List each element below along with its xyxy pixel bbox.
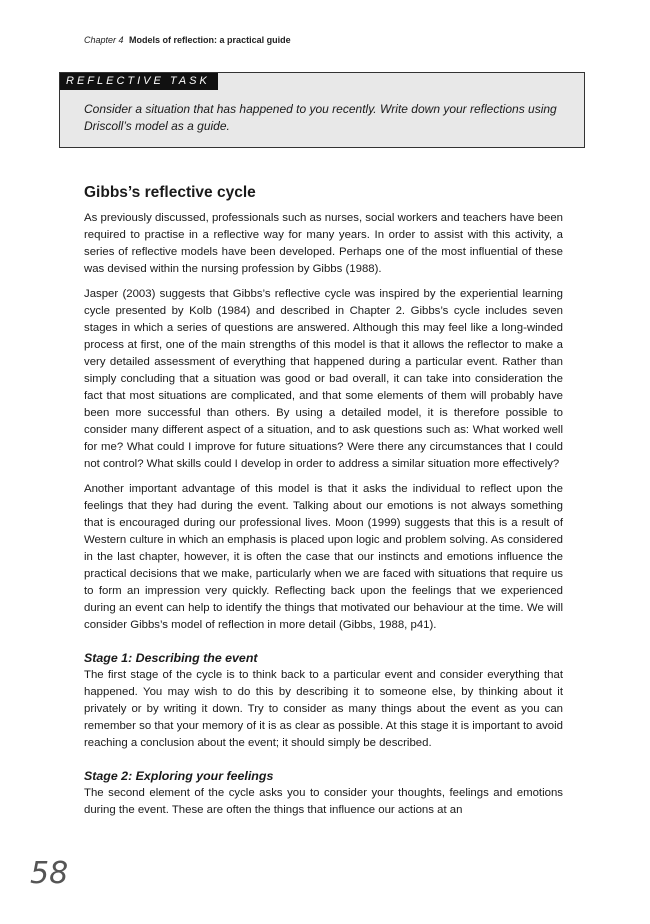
- paragraph: Jasper (2003) suggests that Gibbs’s reflective cycle was inspired by the experiential learning cycle presented by Kolb (1984) and described in Chapter 2. Gibbs’s cycle includes seven stages in which a series of questions are answered. Although this may feel like a long-winded process at first, one of the main strengths of this model is that it allows the reflector to make a very detailed assessment of everything that happened during a particular event. Rather than simply concluding that a situation was good or bad overall, it can take into consideration the fact that most situations are complicated, and that some elements of them will probably have been more successful than others. By using a detailed model, it is therefore possible to consider many different aspect of a situation, and to ask questions such as: What worked well for me? What could I improve for future situations? Were there any circumstances that I could not control? What skills could I develop in order to address a similar situation more effectively?: [84, 288, 563, 470]
- main-content: [84, 183, 563, 827]
- reflective-task-text: Consider a situation that has happened to you recently. Write down your reflections using Driscoll’s model as a guide.: [84, 102, 557, 133]
- stage-2-text: The second element of the cycle asks you to consider your thoughts, feelings and emotions during the event. These are often the things that influence our actions at an: [84, 787, 563, 816]
- stage-1-text: The first stage of the cycle is to think back to a particular event and consider everything that happened. You may wish to do this by describing it to someone else, by thinking about it privately or by writing it down. Try to consider as many things about the event as you can remember so that your memory of it is as clear as possible. At this stage it is important to avoid reaching a conclusion about the event; it should simply be described.: [84, 669, 563, 749]
- stage-2-heading: Stage 2: Exploring your feelings: [84, 769, 274, 783]
- chapter-number: Chapter 4: [84, 35, 124, 45]
- reflective-task-label: REFLECTIVE TASK: [60, 73, 218, 90]
- reflective-task-box: [59, 72, 585, 148]
- chapter-title: Models of reflection: a practical guide: [129, 35, 291, 45]
- page-number: 58: [30, 856, 69, 891]
- stage-1-heading: Stage 1: Describing the event: [84, 651, 258, 665]
- section-heading: Gibbs’s reflective cycle: [84, 184, 256, 201]
- paragraph: Another important advantage of this model is that it asks the individual to reflect upon the feelings that they had during the event. Talking about our emotions is not always something that is encouraged during our professional lives. Moon (1999) suggests that this is a result of Western culture in which an emphasis is placed upon logic and problem solving. As considered in the last chapter, however, it is often the case that our instincts and emotions influence the practical decisions that we make, particularly when we are faced with situations that require us to form an impression very quickly. Reflecting back upon the feelings that we experienced during an event can help to identify the things that motivated our behaviour at the time. We will consider Gibbs’s model of reflection in more detail (Gibbs, 1988, p41).: [84, 483, 563, 631]
- running-header: [84, 35, 291, 45]
- paragraph: As previously discussed, professionals such as nurses, social workers and teachers have been required to practise in a reflective way for many years. In order to assist with this activity, a series of reflective models have been developed. Perhaps one of the most influential of these was devised within the nursing profession by Gibbs (1988).: [84, 212, 563, 275]
